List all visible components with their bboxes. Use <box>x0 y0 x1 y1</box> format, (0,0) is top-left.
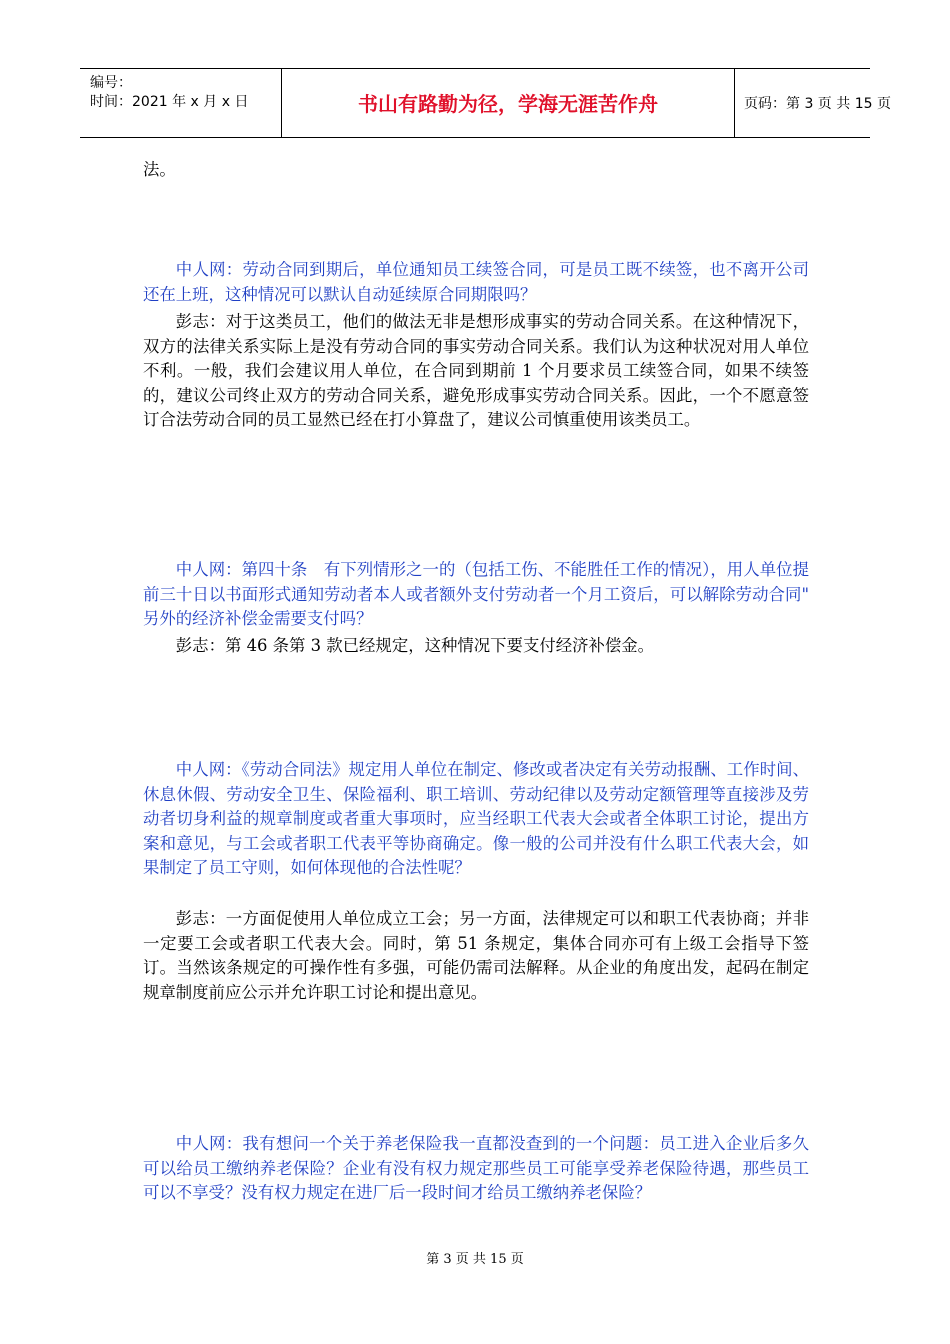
question-paragraph-3: 中人网：《劳动合同法》规定用人单位在制定、修改或者决定有关劳动报酬、工作时间、休息休假、劳动安全卫生、保险福利、职工培训、劳动纪律以及劳动定额管理等直接涉及劳动者切身利益的规章制度或者重大事项时，应当经职工代表大会或者全体职工讨论，提出方案和意见，与工会或者职工代表平等协商确定。像一般的公司并没有什么职工代表大会，如果制定了员工守则，如何体现他的合法性呢？ <box>143 760 809 877</box>
question-paragraph-4: 中人网：我有想问一个关于养老保险我一直都没查到的一个问题：员工进入企业后多久可以给员工缴纳养老保险？企业有没有权力规定那些员工可能享受养老保险待遇，那些员工可以不享受？没有权力规定在进厂后一段时间才给员工缴纳养老保险？ <box>143 1134 809 1202</box>
question-paragraph-1: 中人网：劳动合同到期后，单位通知员工续签合同，可是员工既不续签，也不离开公司还在上班，这种情况可以默认自动延续原合同期限吗？ <box>143 260 809 304</box>
header-meta-cell <box>80 69 280 137</box>
document-number-label: 编号： <box>90 75 132 91</box>
header-page-cell <box>734 69 891 137</box>
header-motto: 书山有路勤为径，学海无涯苦作舟 <box>358 92 658 116</box>
header-page-number: 页码：第 3 页 共 15 页 <box>744 96 891 112</box>
answer-paragraph-2: 彭志：第 46 条第 3 款已经规定，这种情况下要支付经济补偿金。 <box>175 636 655 655</box>
page-footer: 第 3 页 共 15 页 <box>426 1252 524 1267</box>
continued-paragraph: 法。 <box>143 160 176 179</box>
header-motto-cell <box>281 69 735 137</box>
document-date-label: 时间：2021 年 x 月 x 日 <box>90 94 249 110</box>
answer-paragraph-3: 彭志：一方面促使用人单位成立工会；另一方面，法律规定可以和职工代表协商；并非一定要工会或者职工代表大会。同时，第 51 条规定，集体合同亦可有上级工会指导下签订。当然该条规定的可操作性有多强，可能仍需司法解释。从企业的角度出发，起码在制定规章制度前应公示并允许职工讨论和提出意见。 <box>143 909 809 1002</box>
question-paragraph-2: 中人网：第四十条 有下列情形之一的（包括工伤、不能胜任工作的情况），用人单位提前三十日以书面形式通知劳动者本人或者额外支付劳动者一个月工资后，可以解除劳动合同" 另外的经济补偿金需要支付吗？ <box>143 560 809 628</box>
answer-paragraph-1: 彭志：对于这类员工，他们的做法无非是想形成事实的劳动合同关系。在这种情况下，双方的法律关系实际上是没有劳动合同的事实劳动合同关系。我们认为这种状况对用人单位不利。一般，我们会建议用人单位，在合同到期前 1 个月要求员工续签合同，如果不续签的，建议公司终止双方的劳动合同关系，避免形成事实劳动合同关系。因此，一个不愿意签订合法劳动合同的员工显然已经在打小算盘了，建议公司慎重使用该类员工。 <box>143 312 809 429</box>
page-header <box>80 68 891 138</box>
